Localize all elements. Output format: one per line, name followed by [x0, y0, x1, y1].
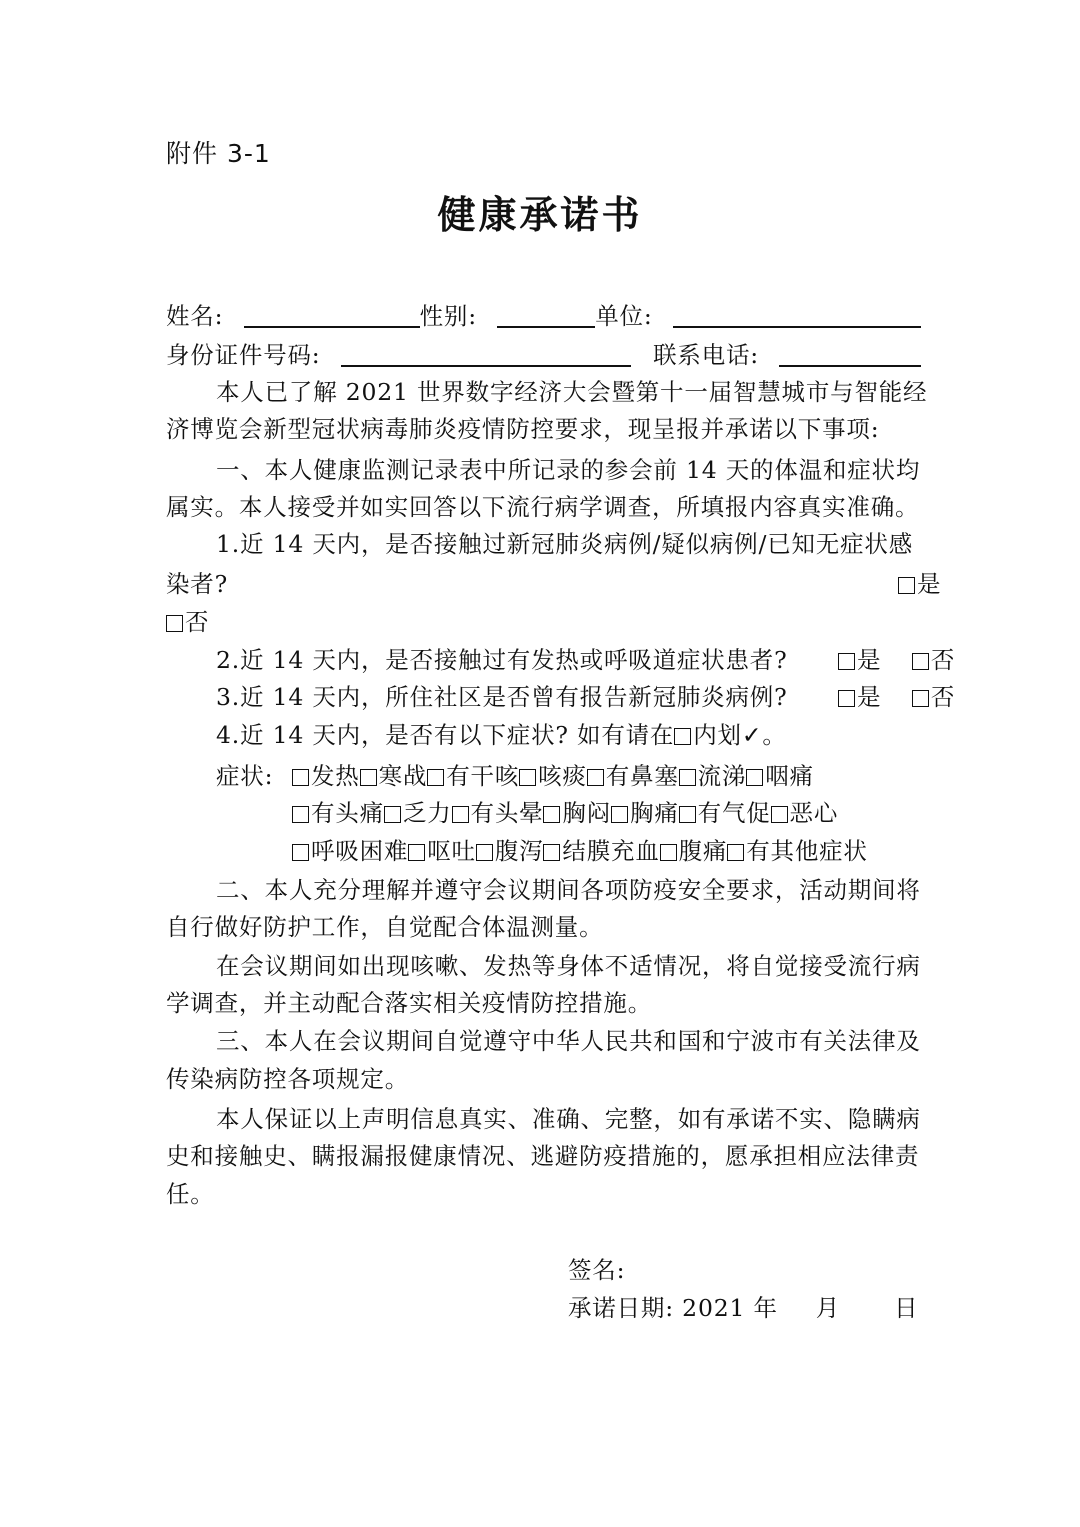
symptom-checkbox[interactable] — [587, 769, 604, 786]
commitment-date — [568, 1289, 918, 1323]
symptom-checkbox[interactable] — [679, 769, 696, 786]
name-label: 姓名: — [166, 302, 224, 330]
symptom-checkbox[interactable] — [292, 844, 309, 861]
symptoms-row-3 — [292, 832, 868, 866]
symptom-label: 咳痰 — [538, 762, 587, 790]
question-1-line-1: 1.近 14 天内，是否接触过新冠肺炎病例/疑似病例/已知无症状感 — [216, 530, 913, 558]
symptom-label: 有头晕 — [470, 799, 544, 827]
question-1-line-2: 染者? — [166, 570, 228, 598]
guarantee-line-3: 任。 — [166, 1180, 215, 1208]
symptom-label: 腹痛 — [678, 837, 728, 865]
q2-yes-label: 是 — [857, 646, 882, 674]
symptom-checkbox[interactable] — [771, 806, 788, 823]
q4-box-glyph — [674, 728, 691, 745]
question-3: 3.近 14 天内，所住社区是否曾有报告新冠肺炎病例? — [216, 683, 788, 711]
id-input-line[interactable] — [341, 343, 631, 367]
check-mark-icon: ✓ — [741, 721, 763, 749]
q3-options — [838, 678, 955, 712]
symptom-label: 呕吐 — [427, 837, 476, 865]
symptom-label: 呼吸困难 — [311, 837, 409, 865]
gender-label: 性别: — [419, 302, 477, 330]
symptom-label: 咽痛 — [765, 762, 814, 790]
q1-no-label: 否 — [185, 608, 210, 636]
symptom-checkbox[interactable] — [679, 806, 696, 823]
symptom-label: 恶心 — [789, 799, 839, 827]
id-label: 身份证件号码: — [166, 341, 321, 369]
symptom-label: 有头痛 — [311, 799, 384, 827]
symptom-checkbox[interactable] — [476, 844, 493, 861]
intro-line-1: 本人已了解 2021 世界数字经济大会暨第十一届智慧城市与智能经 — [216, 378, 928, 406]
symptom-label: 乏力 — [402, 799, 452, 827]
symptom-label: 结膜充血 — [562, 837, 660, 865]
unit-label: 单位: — [595, 302, 653, 330]
date-label: 承诺日期: 2021 年 — [568, 1294, 778, 1322]
gender-input-line[interactable] — [497, 304, 595, 328]
phone-label: 联系电话: — [653, 341, 760, 369]
symptom-checkbox[interactable] — [360, 769, 377, 786]
q3-no-label: 否 — [930, 683, 956, 711]
symptom-checkbox[interactable] — [292, 769, 309, 786]
item2-line-1: 二、本人充分理解并遵守会议期间各项防疫安全要求，活动期间将 — [216, 876, 921, 904]
symptoms-label: 症状: — [216, 762, 274, 790]
symptom-checkbox[interactable] — [727, 844, 744, 861]
item3-line-1: 三、本人在会议期间自觉遵守中华人民共和国和宁波市有关法律及 — [216, 1027, 921, 1055]
meeting-para-line-1: 在会议期间如出现咳嗽、发热等身体不适情况，将自觉接受流行病 — [216, 952, 921, 980]
symptom-checkbox[interactable] — [543, 844, 560, 861]
phone-input-line[interactable] — [779, 343, 921, 367]
item1-line-2: 属实。本人接受并如实回答以下流行病学调查，所填报内容真实准确。 — [166, 493, 920, 521]
symptoms-row-1 — [292, 757, 814, 791]
q3-yes-label: 是 — [857, 683, 882, 711]
q4-text-after: 内划 — [693, 721, 742, 749]
name-input-line[interactable] — [244, 304, 420, 328]
symptom-label: 有其他症状 — [746, 837, 868, 865]
symptom-checkbox[interactable] — [660, 844, 677, 861]
q1-yes-option — [898, 565, 941, 599]
symptom-checkbox[interactable] — [611, 806, 628, 823]
question-4 — [216, 716, 787, 750]
item2-line-2: 自行做好防护工作，自觉配合体温测量。 — [166, 913, 604, 941]
q4-text-before: 4.近 14 天内，是否有以下症状? 如有请在 — [216, 721, 675, 749]
symptom-label: 胸痛 — [630, 799, 679, 827]
symptom-checkbox[interactable] — [427, 769, 444, 786]
item3-line-2: 传染病防控各项规定。 — [166, 1065, 409, 1093]
q2-yes-checkbox[interactable] — [838, 653, 855, 670]
q4-end: 。 — [762, 721, 787, 749]
unit-input-line[interactable] — [673, 304, 921, 328]
signature-label: 签名: — [568, 1256, 626, 1284]
symptom-label: 腹泻 — [494, 837, 544, 865]
intro-line-2: 济博览会新型冠状病毒肺炎疫情防控要求，现呈报并承诺以下事项: — [166, 415, 880, 443]
symptom-label: 有干咳 — [446, 762, 520, 790]
q1-yes-label: 是 — [917, 570, 942, 598]
symptom-checkbox[interactable] — [408, 844, 425, 861]
q1-yes-checkbox[interactable] — [898, 577, 915, 594]
attachment-label: 附件 3-1 — [166, 139, 271, 168]
guarantee-line-1: 本人保证以上声明信息真实、准确、完整，如有承诺不实、隐瞒病 — [216, 1105, 921, 1133]
page-title: 健康承诺书 — [437, 192, 643, 237]
symptom-label: 有鼻塞 — [605, 762, 679, 790]
date-day: 日 — [894, 1294, 919, 1322]
date-month: 月 — [815, 1294, 841, 1322]
q2-options — [838, 641, 955, 675]
symptom-label: 胸闷 — [562, 799, 612, 827]
symptom-label: 流涕 — [697, 762, 747, 790]
symptom-label: 发热 — [311, 762, 360, 790]
symptoms-row-2 — [292, 794, 838, 828]
field-row-1 — [166, 297, 921, 331]
symptom-checkbox[interactable] — [746, 769, 763, 786]
symptom-checkbox[interactable] — [519, 769, 536, 786]
q3-no-checkbox[interactable] — [912, 690, 929, 707]
symptom-checkbox[interactable] — [292, 806, 309, 823]
q2-no-label: 否 — [930, 646, 956, 674]
meeting-para-line-2: 学调查，并主动配合落实相关疫情防控措施。 — [166, 989, 652, 1017]
field-row-2 — [166, 336, 921, 370]
q3-yes-checkbox[interactable] — [838, 690, 855, 707]
symptom-label: 有气促 — [697, 799, 771, 827]
q1-no-checkbox[interactable] — [166, 615, 183, 632]
item1-line-1: 一、本人健康监测记录表中所记录的参会前 14 天的体温和症状均 — [216, 456, 921, 484]
q2-no-checkbox[interactable] — [912, 653, 929, 670]
symptom-checkbox[interactable] — [543, 806, 560, 823]
question-2: 2.近 14 天内，是否接触过有发热或呼吸道症状患者? — [216, 646, 788, 674]
symptom-checkbox[interactable] — [452, 806, 469, 823]
symptom-checkbox[interactable] — [384, 806, 401, 823]
symptom-label: 寒战 — [378, 762, 428, 790]
q1-no-option — [166, 603, 209, 637]
guarantee-line-2: 史和接触史、瞒报漏报健康情况、逃避防疫措施的，愿承担相应法律责 — [166, 1142, 920, 1170]
